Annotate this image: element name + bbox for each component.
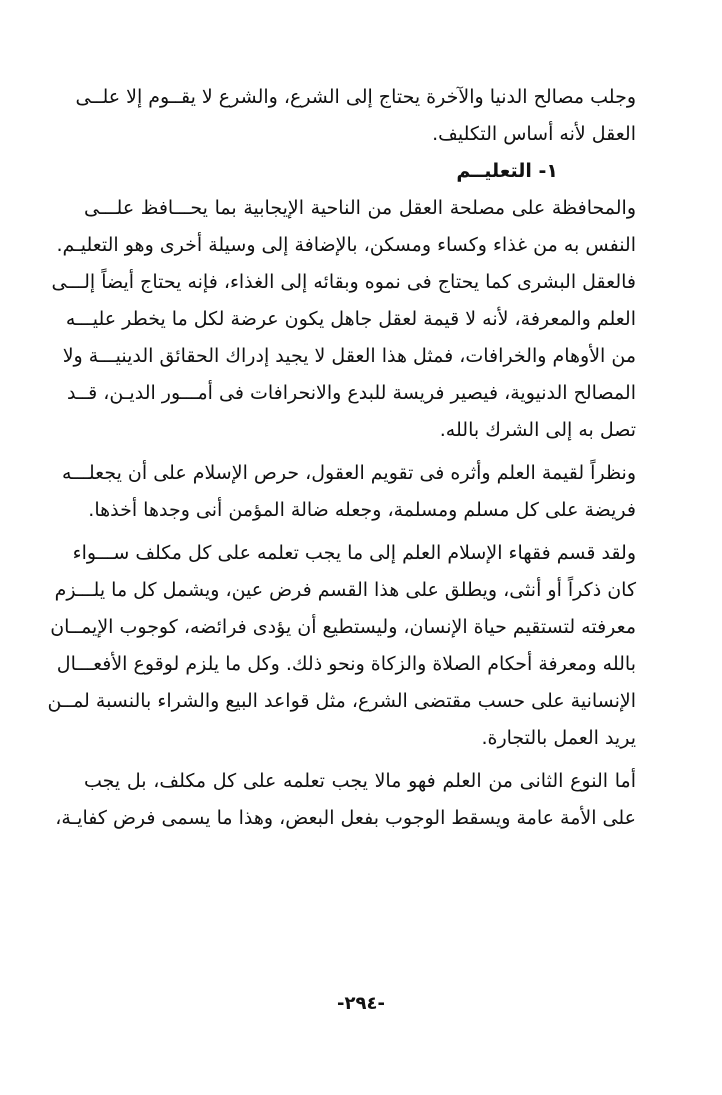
text-line: تصل به إلى الشرك بالله. — [439, 419, 636, 441]
text-line: العقل لأنه أساس التكليف. — [432, 123, 636, 145]
text-line: أما النوع الثانى من العلم فهو مالا يجب تعلمه على كل مكلف، بل يجب — [84, 770, 636, 792]
text-line: على الأمة عامة ويسقط الوجوب بفعل البعض، وهذا ما يسمى فرض كفايـة، — [55, 807, 636, 829]
text-line: فريضة على كل مسلم ومسلمة، وجعله ضالة المؤمن أنى وجدها أخذها. — [88, 499, 636, 521]
text-line: والمحافظة على مصلحة العقل من الناحية الإيجابية بما يحـــافظ علـــى — [84, 197, 636, 219]
text-line: كان ذكراً أو أنثى، ويطلق على هذا القسم فرض عين، ويشمل كل ما يلـــزم — [54, 579, 636, 601]
text-line: وجلب مصالح الدنيا والآخرة يحتاج إلى الشرع، والشرع لا يقــوم إلا علــى — [75, 86, 636, 108]
text-line: المصالح الدنيوية، فيصير فريسة للبدع والانحرافات فى أمـــور الديـن، قــد — [67, 382, 636, 404]
text-line: من الأوهام والخرافات، فمثل هذا العقل لا يجيد إدراك الحقائق الدينيـــة ولا — [62, 345, 636, 367]
text-line: ونظراً لقيمة العلم وأثره فى تقويم العقول، حرص الإسلام على أن يجعلـــه — [62, 462, 636, 484]
text-line: يريد العمل بالتجارة. — [481, 727, 636, 749]
text-line: العلم والمعرفة، لأنه لا قيمة لعقل جاهل يكون عرضة لكل ما يخطر عليـــه — [65, 308, 636, 330]
text-line: بالله ومعرفة أحكام الصلاة والزكاة ونحو ذلك. وكل ما يلزم لوقوع الأفعـــال — [56, 653, 636, 675]
text-line: الإنسانية على حسب مقتضى الشرع، مثل قواعد البيع والشراء بالنسبة لمــن — [47, 690, 636, 712]
text-line: فالعقل البشرى كما يحتاج فى نموه وبقائه إلى الغذاء، فإنه يحتاج أيضاً إلـــى — [51, 271, 636, 293]
text-line: ولقد قسم فقهاء الإسلام العلم إلى ما يجب تعلمه على كل مكلف ســـواء — [72, 542, 636, 564]
page-number: -٢٩٤- — [337, 993, 385, 1014]
text-line: النفس به من غذاء وكساء ومسكن، بالإضافة إلى وسيلة أخرى وهو التعليـم. — [56, 234, 636, 256]
document-body — [47, 86, 636, 846]
text-line: معرفته لتستقيم حياة الإنسان، وليستطيع أن يؤدى فرائضه، كوجوب الإيمــان — [50, 616, 636, 638]
section-heading: ١- التعليــم — [456, 160, 558, 182]
